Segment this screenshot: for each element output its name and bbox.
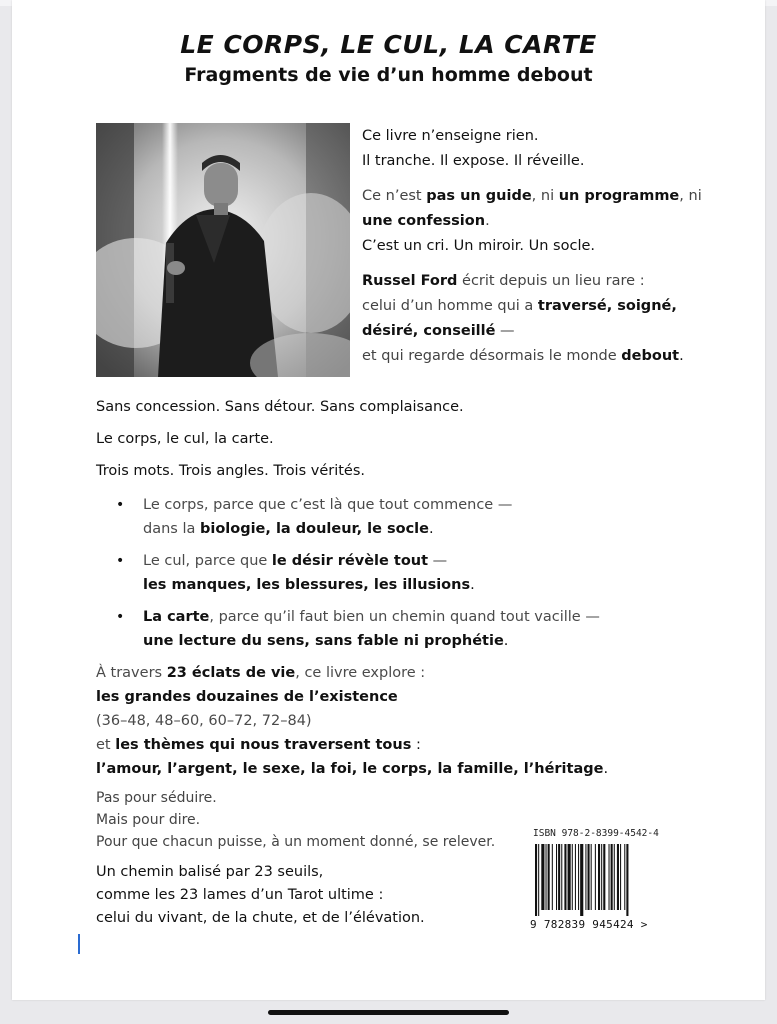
bullet-3-b: , parce qu’il faut bien un chemin quand tout vacille — — [209, 609, 600, 625]
isbn-label: ISBN 978-2-8399-4542-4 — [533, 828, 659, 839]
bullet-1-c: biologie, la douleur, le socle — [199, 521, 429, 537]
final-text — [96, 861, 526, 930]
explore-e: (36–48, 48–60, 60–72, 72–84) — [96, 713, 312, 729]
author-portrait-photo — [96, 123, 350, 377]
explore-g: les thèmes qui nous traversent tous — [115, 737, 412, 753]
intro-p2-c: , ni — [531, 188, 559, 204]
themes-bullet-list — [96, 493, 716, 653]
intro-p2-b: pas un guide — [426, 188, 532, 204]
intro-p3-e: et qui regarde désormais le monde — [362, 348, 622, 364]
body-p3: Trois mots. Trois angles. Trois vérités. — [96, 463, 366, 479]
bullet-1-line-1: • Le corps, parce que c’est là que tout commence — — [143, 497, 513, 513]
intro-line-2: Il tranche. Il expose. Il réveille. — [362, 153, 585, 169]
intro-p3-d: désiré, conseillé — [362, 323, 496, 339]
list-item: • Le corps, parce que c’est là que tout commence — dans la biologie, la douleur, le socle. — [96, 493, 716, 541]
bullet-2-b: le désir révèle tout — [271, 553, 429, 569]
body-p1: Sans concession. Sans détour. Sans complaisance. — [96, 399, 464, 415]
intro-p2-f: une confession — [362, 213, 486, 229]
intro-p3-a: écrit depuis un lieu rare : — [457, 273, 645, 289]
intro-line-1: Ce livre n’enseigne rien. — [362, 128, 539, 144]
explore-d: les grandes douzaines de l’existence — [96, 689, 398, 705]
explore-f: et — [96, 737, 116, 753]
bullet-1-b: dans la — [143, 521, 200, 537]
explore-c: , ce livre explore : — [295, 665, 426, 681]
closing-line-3: Pour que chacun puisse, à un moment donné, se relever. — [96, 834, 496, 850]
explore-b: 23 éclats de vie — [166, 665, 296, 681]
explore-a: À travers — [96, 665, 167, 681]
final-line-1: Un chemin balisé par 23 seuils, — [96, 864, 324, 880]
body-text: Sans concession. Sans détour. Sans complaisance. Le corps, le cul, la carte. Trois mots. Trois angles. Trois vérités. • Le corps, parce que c’est là que tout commence — dans la biologie, la douleur, le socle. • Le cul, parce que le désir révèle tout — les manques, les blessures, les illusions. • La carte, parce qu’il faut bien un chemin quand tout vacille — une lecture du sens, sans fable ni prophétie. À travers 23 éclats de vie, ce livre explore : les grandes douzaines de l’existence (36–48, 48–60, 60–72, 72–84) et les thèmes qui nous traversent tous : l’amour, l’argent, le sexe, la foi, le corps, la famille, l’héritage. — [96, 395, 716, 789]
bullet-2-c: — — [428, 553, 448, 569]
list-item: • La carte, parce qu’il faut bien un chemin quand tout vacille — une lecture du sens, sans fable ni prophétie. — [96, 605, 716, 653]
final-line-3: celui du vivant, de la chute, et de l’élévation. — [96, 910, 425, 926]
book-title: LE CORPS, LE CUL, LA CARTE — [180, 30, 597, 59]
bullet-3-a: La carte — [143, 609, 210, 625]
intro-p2-d: un programme — [558, 188, 680, 204]
intro-p2-a: Ce n’est — [362, 188, 427, 204]
barcode-icon — [534, 844, 664, 916]
text-cursor — [78, 934, 80, 954]
intro-p3-f: debout — [621, 348, 680, 364]
book-subtitle: Fragments de vie d’un homme debout — [184, 64, 593, 86]
barcode-digits: 9 782839 945424 > — [530, 918, 648, 931]
final-line-2: comme les 23 lames d’un Tarot ultime : — [96, 887, 384, 903]
bullet-2-a: Le cul, parce que — [143, 553, 272, 569]
author-portrait-icon — [96, 123, 350, 377]
list-item: • Le cul, parce que le désir révèle tout — les manques, les blessures, les illusions. — [96, 549, 716, 597]
bullet-3-c: une lecture du sens, sans fable ni prophétie — [143, 633, 504, 649]
explore-h: l’amour, l’argent, le sexe, la foi, le corps, la famille, l’héritage — [96, 761, 604, 777]
home-indicator[interactable] — [268, 1010, 509, 1015]
intro-text: Ce livre n’enseigne rien. Il tranche. Il expose. Il réveille. Ce n’est pas un guide, ni un programme, ni une confession. C’est un cri. Un miroir. Un socle. Russel Ford écrit depuis un lieu rare : celui d’un homme qui a traversé, soigné, désiré, conseillé — et qui regarde désormais le monde debout. — [362, 124, 722, 379]
intro-p2-e: , ni — [679, 188, 702, 204]
author-name: Russel Ford — [362, 273, 458, 289]
closing-line-2: Mais pour dire. — [96, 812, 201, 828]
intro-p3-b: celui d’un homme qui a — [362, 298, 538, 314]
intro-p2-l3: C’est un cri. Un miroir. Un socle. — [362, 238, 595, 254]
closing-line-1: Pas pour séduire. — [96, 790, 217, 806]
bullet-2-d: les manques, les blessures, les illusions — [143, 577, 471, 593]
closing-text — [96, 787, 526, 853]
intro-p3-c: traversé, soigné, — [537, 298, 677, 314]
body-p2: Le corps, le cul, la carte. — [96, 431, 274, 447]
